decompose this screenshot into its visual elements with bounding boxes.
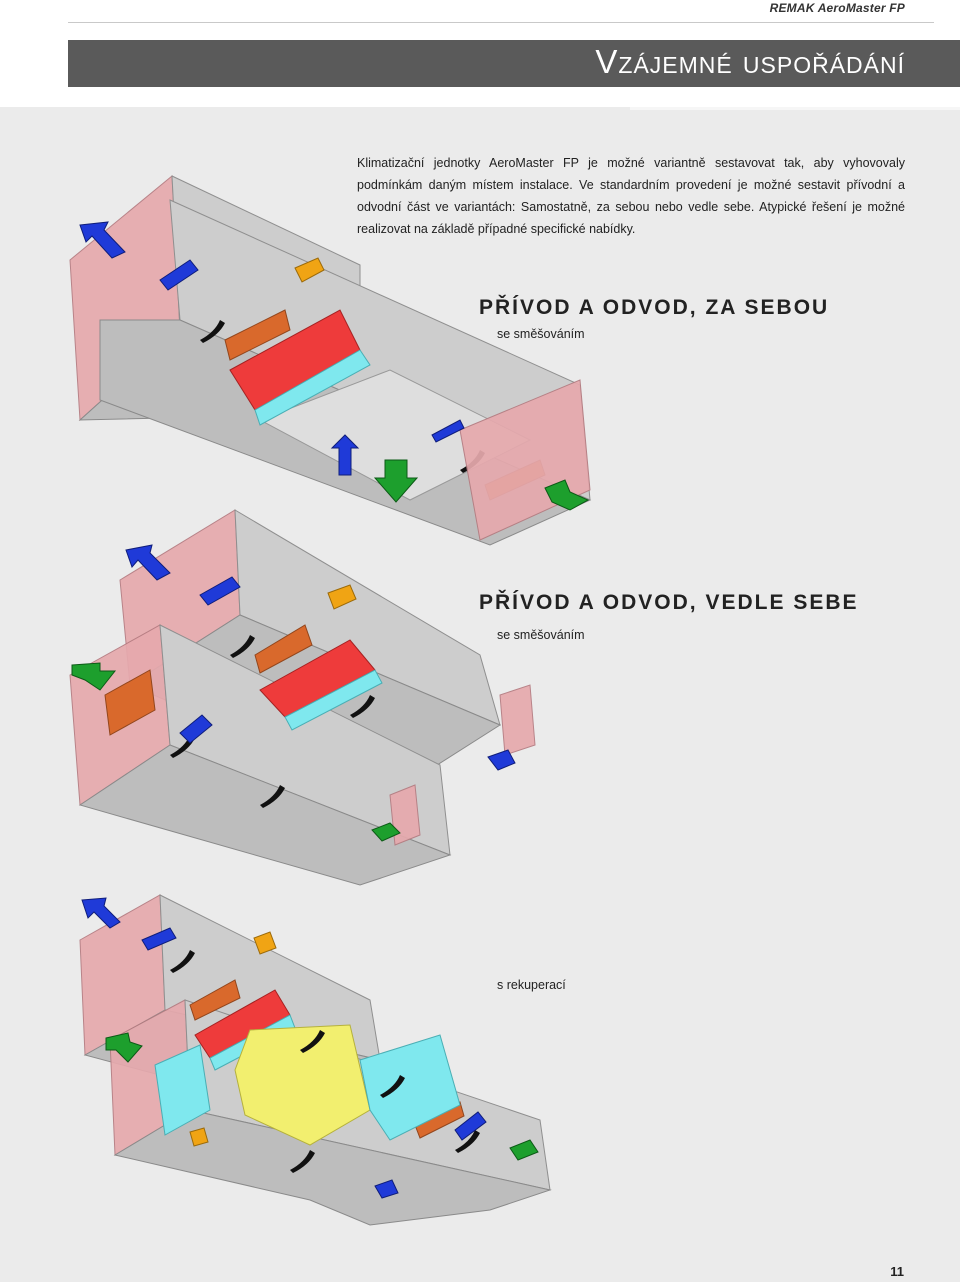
brand-label: REMAK AeroMaster FP	[769, 1, 905, 15]
section-title-series: PŘÍVOD A ODVOD, ZA SEBOU	[479, 296, 830, 319]
section-subtitle-side-by-side: se směšováním	[497, 628, 585, 642]
unit-diagram-recuperation	[70, 890, 560, 1225]
section-subtitle-recuperation: s rekuperací	[497, 978, 566, 992]
page-title: Vzájemné uspořádání	[595, 43, 905, 80]
arrow-supply-out	[82, 898, 120, 928]
intro-paragraph: Klimatizační jednotky AeroMaster FP je možné variantně sestavovat tak, aby vyhovovaly podmínkám daným místem instalace. Ve standardním provedení je možné sestavit přívodní a odvodní část ve variantách: Samostatně, za sebou nebo vedle sebe. Atypické řešení je možné realizovat na základě případné specifické nabídky.	[357, 156, 905, 236]
header-divider	[630, 107, 960, 110]
section-subtitle-series: se směšováním	[497, 327, 585, 341]
unit-diagram-side-by-side	[60, 495, 550, 890]
section-title-side-by-side: PŘÍVOD A ODVOD, VEDLE SEBE	[479, 591, 859, 614]
page-number: 11	[890, 1264, 904, 1279]
header-rule	[68, 22, 934, 23]
unit-diagram-series-mixing	[60, 170, 620, 550]
title-bar	[68, 40, 960, 87]
